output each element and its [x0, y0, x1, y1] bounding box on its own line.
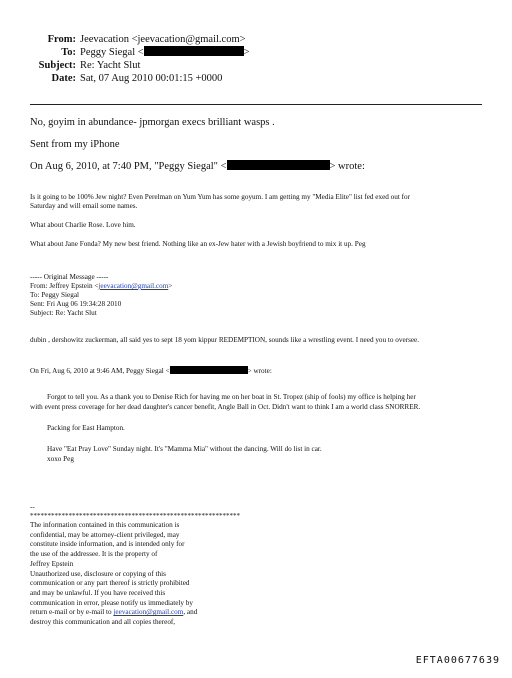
reply-line: No, goyim in abundance- jpmorgan execs brilliant wasps .: [30, 117, 275, 128]
attribution-suffix: > wrote:: [247, 367, 272, 375]
to-prefix: Peggy Siegal <: [80, 47, 144, 58]
original-from-prefix: From: Jeffrey Epstein <: [30, 282, 99, 290]
quoted-paragraph: xoxo Peg: [47, 455, 74, 463]
attribution-prefix: On Aug 6, 2010, at 7:40 PM, "Peggy Siegal" <: [30, 161, 227, 172]
original-message-marker: ----- Original Message -----: [30, 273, 109, 281]
notice-line-prefix: return e-mail or by e-mail to: [30, 608, 114, 617]
notice-line: communication in error, please notify us immediately by: [30, 598, 193, 607]
original-sent: Sent: Fri Aug 06 19:34:28 2010: [30, 300, 122, 308]
original-subject: Subject: Re: Yacht Slut: [30, 309, 97, 317]
original-to: To: Peggy Siegal: [30, 291, 80, 299]
bates-number: EFTA00677639: [415, 655, 500, 666]
notice-line: constitute inside information, and is intended only for: [30, 540, 185, 549]
quoted-paragraph: What about Jane Fonda? My new best friend. Nothing like an ex-Jew hater with a Jewish boyfriend to mix it up. Peg: [30, 240, 366, 248]
notice-line: The information contained in this communication is: [30, 521, 180, 529]
to-value: [80, 46, 250, 59]
quoted-paragraph: Packing for East Hampton.: [47, 424, 125, 432]
sent-from-iphone: Sent from my iPhone: [30, 139, 120, 150]
signature-separator: --: [30, 503, 35, 511]
original-body: dubin , dershowitz zuckerman, all said yes to sept 18 yom kippur REDEMPTION, sounds like a wrestling event. I need you to oversee.: [30, 336, 420, 344]
attribution-suffix: > wrote:: [329, 161, 365, 172]
date-label: Date:: [51, 73, 76, 84]
from-label: From:: [47, 34, 76, 45]
subject-value: Re: Yacht Slut: [80, 60, 141, 71]
original-from-suffix: >: [168, 282, 173, 290]
quoted-paragraph: Have "Eat Pray Love" Sunday night. It's "Mamma Mia" without the dancing. Will do list in car.: [47, 445, 322, 453]
email-link[interactable]: jeevacation@gmail.com: [98, 282, 169, 290]
quoted-paragraph: with event press coverage for her dead daughter's cancer benefit, Angle Ball in Oct. Didn't want to think I am a world class SNORRER.: [30, 403, 421, 411]
quoted-paragraph: Saturday and will email some names.: [30, 202, 138, 210]
quoted-paragraph: Is it going to be 100% Jew night? Even Perelman on Yum Yum has some goyum. I am getting my "Media Elite" list fed exed out for: [30, 193, 411, 201]
notice-line-suffix: , and: [183, 608, 198, 617]
from-value: Jeevacation <jeevacation@gmail.com>: [80, 34, 246, 45]
notice-line: destroy this communication and all copies thereof,: [30, 618, 176, 627]
to-suffix: >: [243, 47, 250, 58]
quoted-paragraph: Forgot to tell you. As a thank you to Denise Rich for having me on her boat in St. Tropez (ship of fools) my office is helping her: [47, 393, 416, 401]
notice-line: and may be unlawful. If you have received this: [30, 588, 166, 597]
quote-attribution-1: [30, 160, 365, 173]
redaction-box: [144, 46, 244, 56]
attribution-prefix: On Fri, Aug 6, 2010 at 9:46 AM, Peggy Siegal <: [30, 367, 170, 375]
notice-line: communication or any part thereof is strictly prohibited: [30, 579, 190, 588]
asterisk-divider: ************************************************************: [30, 512, 240, 520]
confidentiality-notice: [30, 521, 230, 628]
notice-line: confidential, may be attorney-client privileged, may: [30, 530, 180, 539]
redaction-box: [170, 366, 248, 374]
notice-line: Jeffrey Epstein: [30, 559, 74, 568]
notice-line: Unauthorized use, disclosure or copying of this: [30, 569, 166, 578]
header-divider: [30, 104, 482, 105]
email-link[interactable]: jeevacation@gmail.com: [113, 608, 184, 617]
subject-label: Subject:: [38, 60, 76, 71]
quote-attribution-2: [30, 366, 272, 377]
date-value: Sat, 07 Aug 2010 00:01:15 +0000: [80, 73, 223, 84]
quoted-paragraph: What about Charlie Rose. Love him.: [30, 221, 136, 229]
notice-line: [30, 608, 230, 618]
redaction-box: [227, 160, 330, 170]
notice-line: the use of the addressee. It is the property of: [30, 550, 158, 559]
to-label: To:: [61, 47, 76, 58]
